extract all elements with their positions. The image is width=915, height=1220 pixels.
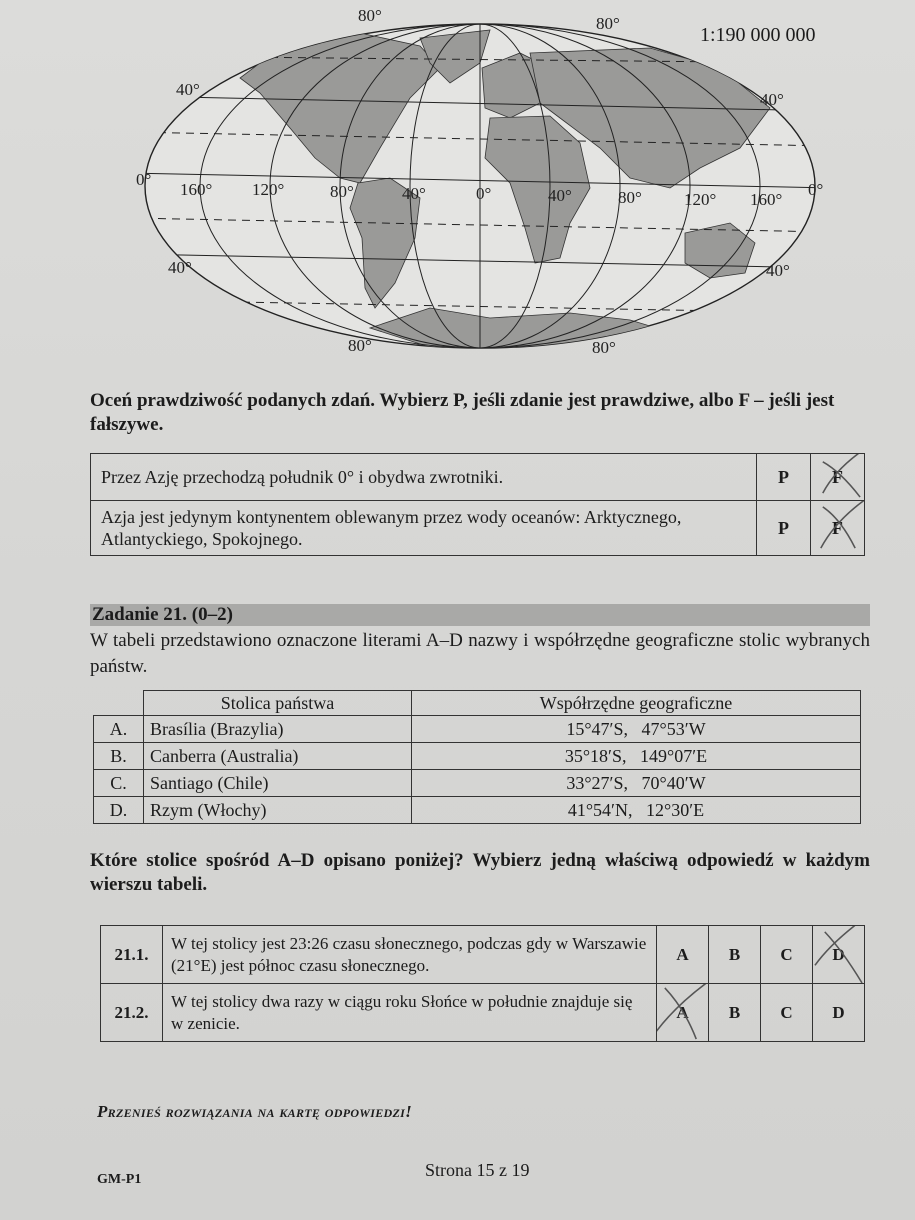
coordinates: 35°18′S, 149°07′E	[412, 743, 861, 770]
world-map	[130, 8, 830, 363]
lon-label: 40°	[402, 184, 426, 203]
task21-question: Które stolice spośród A–D opisano poniżej? Wybierz jedną właściwą odpowiedź w każdym wierszu tabeli.	[90, 850, 870, 895]
option-a[interactable]: A	[657, 926, 709, 984]
column-header: Współrzędne geograficzne	[412, 691, 861, 716]
capital-name: Canberra (Australia)	[144, 743, 412, 770]
table-row	[101, 926, 865, 984]
lon-label: 120°	[252, 180, 285, 199]
table-header-row	[94, 691, 861, 716]
lat-label: 40°	[760, 90, 784, 109]
table-row	[91, 501, 865, 556]
task-header: Zadanie 21. (0–2)	[90, 604, 870, 626]
task20-instruction: Oceń prawdziwość podanych zdań. Wybierz P, jeśli zdanie jest prawdziwe, albo F – jeśli jest fałszywe.	[90, 390, 835, 435]
table-row	[91, 454, 865, 501]
lon-label: 40°	[548, 186, 572, 205]
empty-header-cell	[94, 691, 144, 716]
capital-name: Brasília (Brazylia)	[144, 716, 412, 743]
coordinates: 41°54′N, 12°30′E	[412, 797, 861, 824]
option-c[interactable]: C	[761, 926, 813, 984]
option-b[interactable]: B	[709, 984, 761, 1042]
capital-name: Rzym (Włochy)	[144, 797, 412, 824]
option-a[interactable]: A	[657, 984, 709, 1042]
row-letter: C.	[94, 770, 144, 797]
transfer-answers-note: Przenieś rozwiązania na kartę odpowiedzi!	[97, 1102, 413, 1121]
column-header: Stolica państwa	[144, 691, 412, 716]
lon-label: 160°	[750, 190, 783, 209]
capitals-table	[93, 690, 861, 824]
item-text: W tej stolicy dwa razy w ciągu roku Słońce w południe znajduje się w zenicie.	[163, 984, 657, 1042]
lat-label: 80°	[348, 336, 372, 355]
table-row	[94, 716, 861, 743]
exam-code: GM-P1	[97, 1172, 142, 1187]
option-d[interactable]: D	[813, 984, 865, 1042]
lat-label: 80°	[592, 338, 616, 357]
option-f[interactable]: F	[811, 501, 865, 556]
lat-label: 40°	[766, 261, 790, 280]
lat-label: 0°	[136, 170, 152, 189]
capital-name: Santiago (Chile)	[144, 770, 412, 797]
table-row	[94, 770, 861, 797]
coordinates: 33°27′S, 70°40′W	[412, 770, 861, 797]
option-f[interactable]: F	[811, 454, 865, 501]
row-letter: A.	[94, 716, 144, 743]
item-number: 21.1.	[101, 926, 163, 984]
table-row	[101, 984, 865, 1042]
statement: Azja jest jedynym kontynentem oblewanym przez wody oceanów: Arktycznego, Atlantyckiego, Spokojnego.	[91, 501, 757, 556]
option-b[interactable]: B	[709, 926, 761, 984]
map-scale: 1:190 000 000	[700, 24, 816, 46]
option-c[interactable]: C	[761, 984, 813, 1042]
coordinates: 15°47′S, 47°53′W	[412, 716, 861, 743]
item-number: 21.2.	[101, 984, 163, 1042]
lon-label: 0°	[476, 184, 492, 203]
lon-label: 80°	[618, 188, 642, 207]
item-text: W tej stolicy jest 23:26 czasu słonecznego, podczas gdy w Warszawie (21°E) jest północ czasu słonecznego.	[163, 926, 657, 984]
lat-label: 40°	[168, 258, 192, 277]
true-false-table	[90, 453, 865, 556]
lat-label: 80°	[596, 14, 620, 33]
lat-label: 80°	[358, 6, 382, 25]
statement: Przez Azję przechodzą południk 0° i obydwa zwrotniki.	[91, 454, 757, 501]
lat-label: 40°	[176, 80, 200, 99]
multiple-choice-table	[100, 925, 865, 1042]
lon-label: 160°	[180, 180, 213, 199]
row-letter: D.	[94, 797, 144, 824]
option-d[interactable]: D	[813, 926, 865, 984]
page-number: Strona 15 z 19	[425, 1160, 530, 1180]
task-intro: W tabeli przedstawiono oznaczone literami A–D nazwy i współrzędne geograficzne stolic wybranych państw.	[90, 630, 870, 677]
row-letter: B.	[94, 743, 144, 770]
option-p[interactable]: P	[757, 454, 811, 501]
lon-label: 80°	[330, 182, 354, 201]
option-p[interactable]: P	[757, 501, 811, 556]
lon-label: 120°	[684, 190, 717, 209]
table-row	[94, 743, 861, 770]
lat-label: 0°	[808, 180, 824, 199]
table-row	[94, 797, 861, 824]
